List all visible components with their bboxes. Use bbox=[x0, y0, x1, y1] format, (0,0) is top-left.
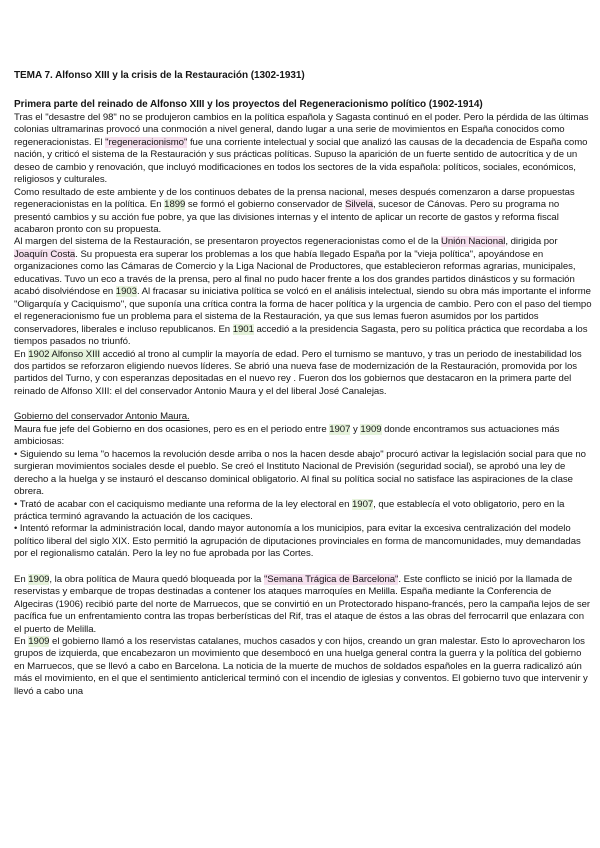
paragraph-maura-intro bbox=[14, 424, 592, 449]
paragraph-reservistas bbox=[14, 636, 592, 698]
text: , dirigida por bbox=[505, 236, 558, 248]
text: , que establecía el voto obligatorio, pero en la práctica terminó agravando la actuación de los caciques. bbox=[14, 498, 565, 522]
text: Tras el "desastre del 98" no se produjeron cambios en la política española y Sagasta continuó en el poder. Pero la pérdida de las últimas colonias ultramarinas provocó una conmoción a nivel general, dando lugar a una serie de movimientos en España conocidos como regeneracionistas. El bbox=[14, 111, 589, 148]
bullet-reforma-electoral bbox=[14, 499, 592, 524]
paragraph-semana-tragica bbox=[14, 574, 592, 636]
text: accedió al trono al cumplir la mayoría de edad. Pero el turnismo se mantuvo, y tras un periodo de inestabilidad los dos partidos se reforzaron eligiendo nuevos líderes. Se abrió una nueva fase de modernización de la Restauración, promovida por los partidos del Turno, y con esperanzas depositadas en el nuevo rey . Fueron dos los gobiernos que destacaron en la primera parte del reinado de Alfonso XIII: el del conservador Antonio Maura y el del liberal José Canalejas. bbox=[14, 348, 582, 397]
text: Al margen del sistema de la Restauración, se presentaron proyectos regeneracionistas como el de la bbox=[14, 236, 441, 248]
highlight-name: Silvela bbox=[345, 199, 373, 211]
document-title: TEMA 7. Alfonso XIII y la crisis de la Restauración (1302-1931) bbox=[14, 70, 305, 81]
text: . Su propuesta era superar los problemas a los que había llegado España por la "vieja política", apoyándose en organizaciones como las Cámaras de Comercio y la Liga Nacional de Productores, que establecieron reformas agrarias, municipales, educativas. Tuvo un eco a través de la prensa, pero al final no pudo hacer frente a los dos grandes partidos dinásticos y su formación acabó disolviéndose en bbox=[14, 248, 576, 298]
paragraph-silvela bbox=[14, 187, 592, 237]
paragraph-union-nacional bbox=[14, 236, 592, 348]
document-body bbox=[14, 70, 592, 698]
text: fue una corriente intelectual y social que analizó las causas de la decadencia de España como nación, y criticó el sistema de la Restauración y sus prácticas políticas. Supuso la aparición de un fuerte sentido de autocrítica y de un deseo de cambio y renovación, que incluyó modificaciones en todos los sectores de la vida española: políticos, sociales, económicos, religiosos y culturales. bbox=[14, 136, 588, 186]
highlight-year: 1899 bbox=[164, 199, 186, 211]
highlight-year: 1902 Alfonso XIII bbox=[28, 348, 100, 360]
highlight-year: 1907 bbox=[329, 423, 351, 435]
highlight-name: Joaquín Costa bbox=[14, 248, 76, 260]
text: accedió a la presidencia Sagasta, pero su política práctica que recordaba a los tiempos pasados no triunfó. bbox=[14, 323, 588, 348]
spacer bbox=[14, 398, 592, 411]
section-heading-regeneracionismo: Primera parte del reinado de Alfonso XIII y los proyectos del Regeneracionismo político (1902-1914) bbox=[14, 99, 483, 111]
text: • Trató de acabar con el caciquismo mediante una reforma de la ley electoral en bbox=[14, 498, 352, 510]
highlight-term: "Semana Trágica de Barcelona" bbox=[263, 573, 399, 585]
text: donde encontramos sus actuaciones más ambiciosas: bbox=[14, 423, 560, 448]
highlight-term: "regeneracionismo" bbox=[105, 136, 188, 148]
text: , sucesor de Cánovas. Pero su programa no presentó cambios y su acción fue pobre, ya que las divisiones internas y el intento de aplicar un recorte de gastos y reforma fiscal acabaron pronto con su propuesta. bbox=[14, 199, 560, 235]
text: . Este conflicto se inició por la llamada de reservistas y embarque de tropas destinadas a contener los ataques marroquíes en Melilla. España mediante la Conferencia de Algeciras (1906) recibió parte del norte de Marruecos, que se convirtió en un Protectorado hispano-francés, pero la campaña lejos de ser pacífica fue un enfrentamiento contra las tropas berberísticas del Rif, tras el ataque de éstos a las obras del ferrocarril que enlazara con el puerto de Melilla. bbox=[14, 573, 591, 635]
highlight-name: Unión Nacional bbox=[441, 236, 506, 248]
highlight-year: 1909 bbox=[28, 573, 50, 585]
text: se formó el gobierno conservador de bbox=[185, 199, 346, 211]
text: Como resultado de este ambiente y de los continuos debates de la prensa nacional, meses después comenzaron a darse propuestas regeneracionistas en la política. En bbox=[14, 186, 575, 211]
spacer bbox=[14, 561, 592, 574]
text: , la obra política de Maura quedó bloqueada por la bbox=[49, 573, 264, 585]
section-heading-maura: Gobierno del conservador Antonio Maura. bbox=[14, 411, 190, 423]
text: Maura fue jefe del Gobierno en dos ocasiones, pero es en el periodo entre bbox=[14, 423, 330, 435]
text: y bbox=[350, 423, 361, 435]
bullet-legislacion-social: • Siguiendo su lema "o hacemos la revolución desde arriba o nos la hacen desde abajo" procuró activar la legislación social para que no surgieran movimientos sociales desde el pueblo. Se creó el Instituto Nacional de Previsión (seguridad social), se aprobó una ley de derecho a la huelga y se instauró el descanso dominical obligatorio. Al final su política social no satisface las aspiraciones de la clase obrera. bbox=[14, 448, 586, 498]
text: el gobierno llamó a los reservistas catalanes, muchos casados y con hijos, creando un gran malestar. Esto lo aprovecharon los grupos de izquierda, que encabezaron un movimiento que desembocó en una huelga general contra la guerra y la política del gobierno en Marruecos, que se llevó a cabo en Barcelona. La noticia de la muerte de muchos de soldados españoles en la guerra radicalizó aún más el movimiento, en el que el sentimiento anticlerical terminó con el incendio de iglesias y conventos. El gobierno tuvo que intervenir y llevó a cabo una bbox=[14, 636, 588, 697]
highlight-year: 1907 bbox=[352, 498, 374, 510]
text: . Al fracasar su iniciativa política se volcó en el análisis intelectual, siendo su obra más importante el informe "Oligarquía y Caciquismo", que suponía una crítica contra la forma de hacer política y la urgencia de cambio. Pero con el paso del tiempo el regeneracionismo fue un problema para el sistema de la Restauración, ya que sus lemas fueron asumidos por los partidos conservadores, liberales e incluso republicanos. En bbox=[14, 286, 592, 335]
highlight-year: 1909 bbox=[28, 636, 50, 648]
text: En bbox=[14, 348, 29, 360]
paragraph-alfonso-xiii bbox=[14, 349, 592, 399]
paragraph-desastre-98 bbox=[14, 112, 592, 187]
bullet-administracion-local: • Intentó reformar la administración local, dando mayor autonomía a los municipios, para evitar la excesiva centralización del modelo político liberal del siglo XIX. Esto permitió la agrupación de diputaciones provinciales en forma de mancomunidades, muy demandadas por el regionalismo catalán. Pero la ley no fue aprobada por las Cortes. bbox=[14, 523, 581, 560]
highlight-year: 1901 bbox=[232, 323, 254, 335]
text: En bbox=[14, 573, 29, 585]
text: En bbox=[14, 636, 29, 648]
highlight-year: 1903 bbox=[115, 286, 137, 298]
highlight-year: 1909 bbox=[360, 423, 382, 435]
